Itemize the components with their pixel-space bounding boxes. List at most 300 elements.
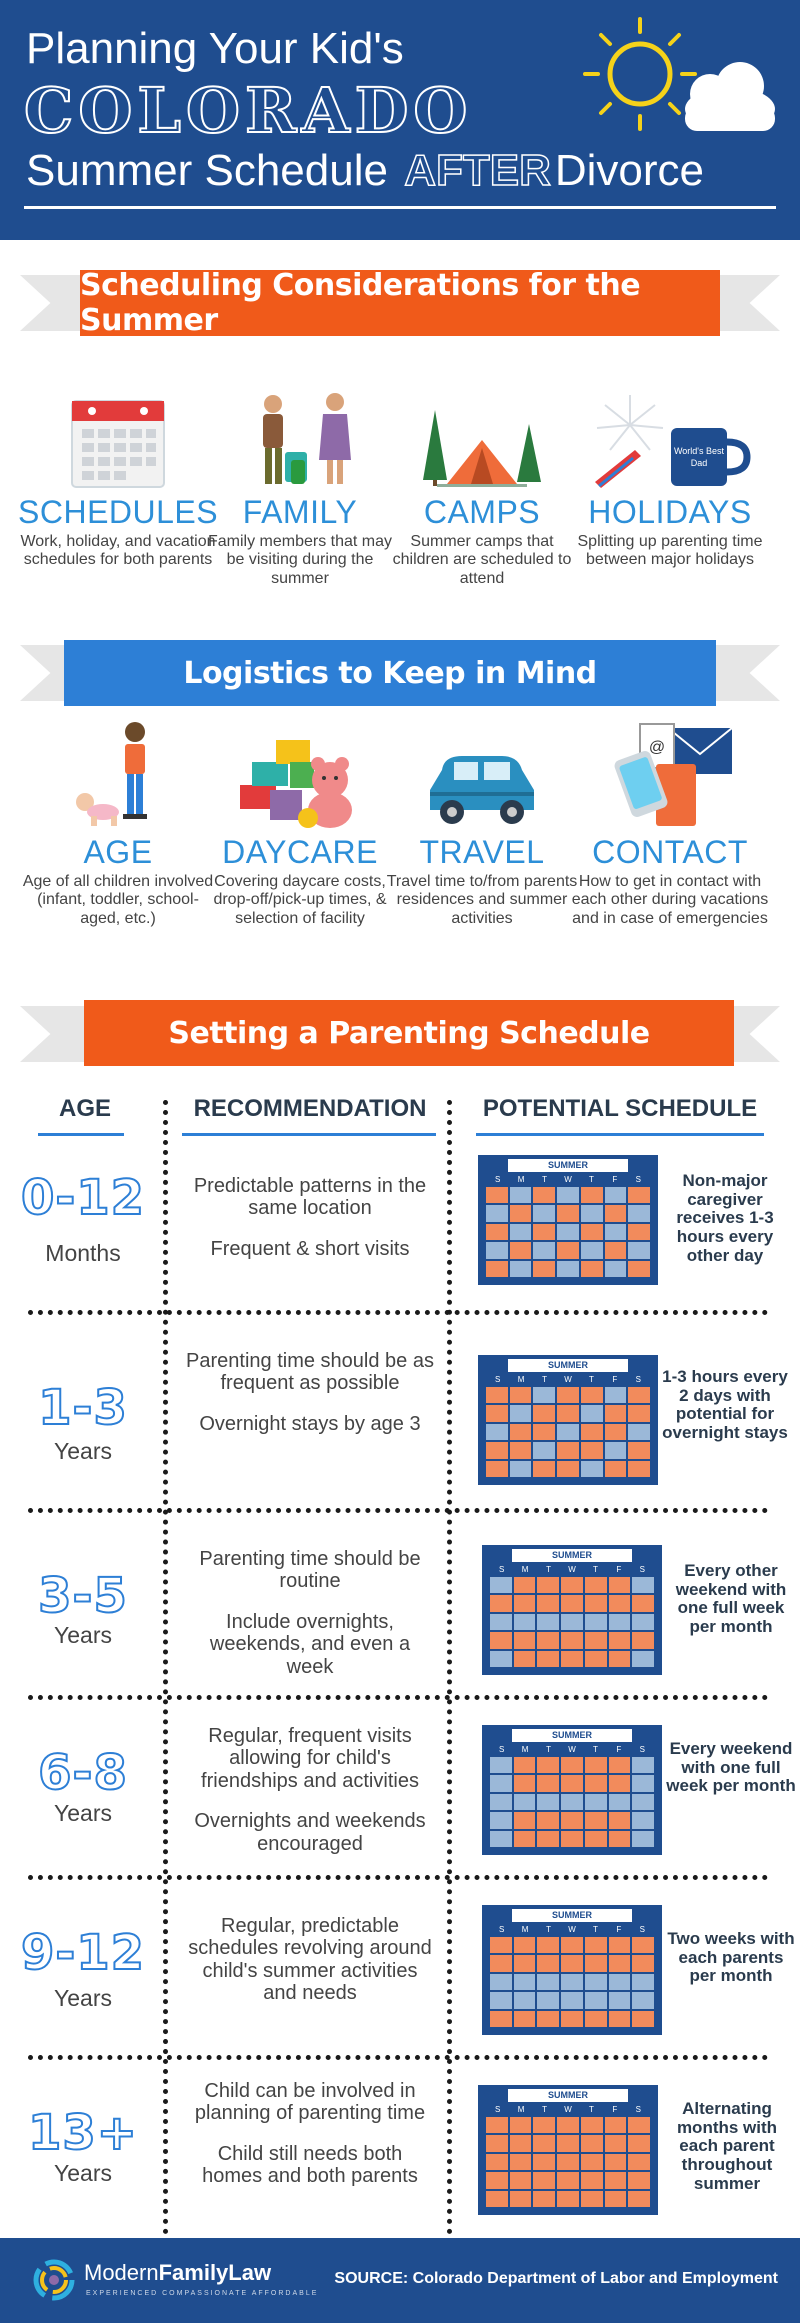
calendar-day <box>628 1261 650 1277</box>
title-divorce: Divorce <box>554 146 704 195</box>
calendar-day <box>486 1242 508 1258</box>
calendar-day <box>533 2117 555 2133</box>
calendar-day <box>585 1577 607 1593</box>
calendar-day <box>533 2135 555 2151</box>
calendar-day <box>557 1187 579 1203</box>
mug-text: World's Best <box>673 446 725 456</box>
calendar-day <box>537 2011 559 2027</box>
card-desc: Covering daycare costs, drop-off/pick-up times, & selection of facility <box>213 873 387 927</box>
phone-mail-icon <box>570 720 770 830</box>
calendar-day <box>605 1187 627 1203</box>
calendar-day <box>557 2172 579 2188</box>
calendar-day <box>514 1651 536 1667</box>
calendar-title: SUMMER <box>508 1359 628 1372</box>
calendar-day <box>628 2172 650 2188</box>
calendar-day <box>533 1242 555 1258</box>
calendar-day <box>585 2011 607 2027</box>
calendar-day <box>581 1461 603 1477</box>
calendar-weekdays: S M T W T F S <box>499 1565 645 1574</box>
recommendation-text: Frequent & short visits <box>210 1237 410 1260</box>
calendar-day <box>581 1387 603 1403</box>
card-desc: Travel time to/from parents residences and summer activities <box>386 873 578 927</box>
card-title: DAYCARE <box>222 834 378 870</box>
calendar-day <box>557 2117 579 2133</box>
calendar-day <box>533 1424 555 1440</box>
calendar-day <box>533 1205 555 1221</box>
calendar-day <box>609 1831 631 1847</box>
calendar-day <box>490 1794 512 1810</box>
age-value: 1-3 <box>38 1380 128 1436</box>
calendar-day <box>585 1992 607 2008</box>
calendar-day <box>510 1224 532 1240</box>
age-unit: Years <box>54 1438 112 1464</box>
calendar-day <box>490 1651 512 1667</box>
calendar-day <box>510 1461 532 1477</box>
calendar-day <box>561 2011 583 2027</box>
calendar-day <box>628 1387 650 1403</box>
calendar-day <box>632 1775 654 1791</box>
calendar-weekdays: S M T W T F S <box>495 2105 641 2114</box>
schedule-text: 1-3 hours every 2 days with potential for overnight stays <box>662 1367 788 1443</box>
age-unit: Years <box>54 2160 112 2186</box>
calendar-grid <box>490 1577 654 1667</box>
calendar-day <box>605 1242 627 1258</box>
calendar-day <box>514 1632 536 1648</box>
recommendation-text: Parenting time should be as frequent as possible <box>186 1350 434 1395</box>
calendar-day <box>537 1831 559 1847</box>
age-value: 3-5 <box>38 1568 128 1624</box>
calendar-day <box>510 2117 532 2133</box>
recommendation <box>185 2080 435 2188</box>
tent-icon <box>382 380 582 490</box>
calendar-grid <box>486 1187 650 1277</box>
summer-calendar <box>478 1155 658 1285</box>
calendar-day <box>557 1424 579 1440</box>
schedule-text: Non-major caregiver receives 1-3 hours every other day <box>676 1171 774 1265</box>
calendar-day <box>632 1955 654 1971</box>
calendar-day <box>632 1831 654 1847</box>
calendar-day <box>514 1794 536 1810</box>
calendar-day <box>486 1205 508 1221</box>
calendar-day <box>490 1757 512 1773</box>
card-title: HOLIDAYS <box>588 494 752 530</box>
calendar-day <box>581 1242 603 1258</box>
calendar-day <box>632 1992 654 2008</box>
calendar-day <box>490 1937 512 1953</box>
calendar-day <box>605 2191 627 2207</box>
card-title: AGE <box>83 834 153 870</box>
calendar-day <box>561 1775 583 1791</box>
calendar-day <box>609 1992 631 2008</box>
recommendation-text: Regular, predictable schedules revolving around child's summer activities and needs <box>188 1915 432 2005</box>
recommendation-text: Include overnights, weekends, and even a week <box>209 1610 411 1678</box>
calendar-day <box>533 2154 555 2170</box>
card-title: TRAVEL <box>419 834 545 870</box>
calendar-day <box>537 1812 559 1828</box>
column-underline <box>182 1133 436 1136</box>
calendar-day <box>490 1577 512 1593</box>
calendar-day <box>561 1812 583 1828</box>
title-after: AFTER <box>404 146 551 195</box>
card-holidays <box>570 380 770 570</box>
calendar-day <box>605 2172 627 2188</box>
calendar-day <box>628 1424 650 1440</box>
row-divider <box>28 2055 768 2060</box>
calendar-day <box>561 1757 583 1773</box>
calendar-day <box>561 1992 583 2008</box>
calendar-day <box>632 1577 654 1593</box>
recommendation-text: Parenting time should be routine <box>199 1548 421 1593</box>
calendar-day <box>557 2191 579 2207</box>
calendar-weekdays: S M T W T F S <box>499 1745 645 1754</box>
calendar-day <box>510 1242 532 1258</box>
column-underline <box>38 1133 124 1136</box>
calendar-day <box>581 1224 603 1240</box>
calendar-day <box>486 2154 508 2170</box>
title-line-3 <box>26 146 704 196</box>
calendar-day <box>537 1955 559 1971</box>
calendar-day <box>632 2011 654 2027</box>
card-desc: Family members that may be visiting during the summer <box>207 533 393 587</box>
calendar-day <box>581 2154 603 2170</box>
calendar-day <box>537 1974 559 1990</box>
calendar-day <box>490 1974 512 1990</box>
calendar-day <box>561 1595 583 1611</box>
calendar-day <box>561 1632 583 1648</box>
calendar-day <box>561 1831 583 1847</box>
calendar-day <box>557 1242 579 1258</box>
calendar-day <box>609 1775 631 1791</box>
calendar-day <box>510 1261 532 1277</box>
card-travel <box>382 720 582 928</box>
calendar-day <box>490 1614 512 1630</box>
calendar-day <box>581 2117 603 2133</box>
calendar-day <box>557 1461 579 1477</box>
calendar-day <box>561 1937 583 1953</box>
calendar-day <box>609 1794 631 1810</box>
calendar-grid <box>490 1937 654 2027</box>
column-age: AGE <box>58 1095 111 1122</box>
calendar-day <box>533 2191 555 2207</box>
column-divider <box>447 1100 452 2235</box>
calendar-grid <box>490 1757 654 1847</box>
card-contact <box>570 720 770 928</box>
card-age <box>18 720 218 928</box>
calendar-day <box>537 1651 559 1667</box>
calendar-day <box>537 1794 559 1810</box>
calendar-day <box>632 1632 654 1648</box>
calendar-title: SUMMER <box>512 1729 632 1742</box>
calendar-day <box>581 2135 603 2151</box>
calendar-title: SUMMER <box>508 2089 628 2102</box>
age-unit: Years <box>54 1985 112 2011</box>
calendar-day <box>486 1387 508 1403</box>
calendar-day <box>581 1187 603 1203</box>
calendar-day <box>514 1992 536 2008</box>
calendar-day <box>533 1442 555 1458</box>
calendar-day <box>628 1405 650 1421</box>
calendar-day <box>537 1614 559 1630</box>
calendar-day <box>533 1261 555 1277</box>
calendar-day <box>486 2191 508 2207</box>
calendar-day <box>605 2154 627 2170</box>
calendar-day <box>510 2172 532 2188</box>
grandparents-icon <box>200 380 400 490</box>
calendar-day <box>490 1992 512 2008</box>
calendar-day <box>537 1992 559 2008</box>
card-desc: Summer camps that children are scheduled to attend <box>392 533 572 587</box>
calendar-weekdays: S M T W T F S <box>499 1925 645 1934</box>
calendar-day <box>490 1595 512 1611</box>
calendar-day <box>632 1614 654 1630</box>
calendar-day <box>510 2135 532 2151</box>
recommendation <box>185 1175 435 1260</box>
calendar-day <box>585 1614 607 1630</box>
calendar-day <box>605 1405 627 1421</box>
calendar-day <box>533 1405 555 1421</box>
calendar-day <box>628 1242 650 1258</box>
calendar-day <box>632 1794 654 1810</box>
calendar-day <box>486 2135 508 2151</box>
calendar-day <box>510 1405 532 1421</box>
calendar-day <box>490 1812 512 1828</box>
calendar-weekdays: S M T W T F S <box>495 1175 641 1184</box>
footer <box>0 2238 800 2323</box>
calendar-day <box>628 1187 650 1203</box>
svg-text:@: @ <box>648 739 666 756</box>
calendar-day <box>628 1205 650 1221</box>
age-value: 6-8 <box>38 1745 128 1801</box>
calendar-day <box>632 1757 654 1773</box>
calendar-day <box>605 1461 627 1477</box>
calendar-day <box>561 1614 583 1630</box>
calendar-day <box>585 1794 607 1810</box>
fireworks-mug-icon <box>570 380 770 490</box>
calendar-day <box>581 2172 603 2188</box>
calendar-day <box>561 1794 583 1810</box>
schedule-text: Every weekend with one full week per month <box>666 1739 796 1796</box>
card-title: CAMPS <box>423 494 541 530</box>
calendar-day <box>490 1775 512 1791</box>
calendar-day <box>585 1651 607 1667</box>
calendar-day <box>609 1651 631 1667</box>
calendar-day <box>605 1224 627 1240</box>
calendar-day <box>557 2135 579 2151</box>
calendar-day <box>486 1405 508 1421</box>
calendar-day <box>486 1461 508 1477</box>
calendar-title: SUMMER <box>512 1549 632 1562</box>
calendar-day <box>585 1831 607 1847</box>
card-family <box>200 380 400 588</box>
card-title: SCHEDULES <box>18 494 219 530</box>
calendar-day <box>585 1595 607 1611</box>
summer-calendar <box>482 1905 662 2035</box>
calendar-day <box>609 1974 631 1990</box>
calendar-grid <box>486 2117 650 2207</box>
calendar-day <box>605 2117 627 2133</box>
calendar-day <box>609 1577 631 1593</box>
calendar-day <box>581 1261 603 1277</box>
calendar-day <box>514 1937 536 1953</box>
calendar-day <box>605 1205 627 1221</box>
calendar-day <box>605 1424 627 1440</box>
section1-banner: Scheduling Considerations for the Summer <box>80 270 720 336</box>
calendar-day <box>510 2154 532 2170</box>
calendar-day <box>557 1442 579 1458</box>
mug-text-2: Dad <box>690 458 708 468</box>
calendar-day <box>557 2154 579 2170</box>
calendar-day <box>609 1595 631 1611</box>
logo[interactable] <box>84 2260 271 2286</box>
calendar-day <box>537 1577 559 1593</box>
toys-icon <box>200 720 400 830</box>
calendar-day <box>628 1224 650 1240</box>
calendar-day <box>514 1775 536 1791</box>
calendar-day <box>561 1577 583 1593</box>
age-value: 9-12 <box>20 1925 146 1981</box>
header <box>0 0 800 240</box>
calendar-day <box>490 1955 512 1971</box>
recommendation-text: Regular, frequent visits allowing for child's friendships and activities <box>201 1725 419 1792</box>
age-unit: Months <box>45 1240 121 1266</box>
calendar-day <box>510 1387 532 1403</box>
card-desc: Splitting up parenting time between major holidays <box>577 533 763 569</box>
calendar-day <box>514 1757 536 1773</box>
calendar-day <box>486 2172 508 2188</box>
summer-calendar <box>482 1725 662 1855</box>
recommendation-text: Overnight stays by age 3 <box>199 1412 421 1435</box>
calendar-day <box>533 1387 555 1403</box>
card-daycare <box>200 720 400 928</box>
calendar-day <box>585 1955 607 1971</box>
calendar-day <box>510 1205 532 1221</box>
calendar-day <box>585 1812 607 1828</box>
schedule-text: Every other weekend with one full week per month <box>675 1561 787 1637</box>
column-underline <box>476 1133 764 1136</box>
card-schedules <box>18 380 218 570</box>
calendar-day <box>537 1775 559 1791</box>
card-desc: Age of all children involved (infant, toddler, school-aged, etc.) <box>22 873 214 927</box>
calendar-day <box>628 1442 650 1458</box>
calendar-day <box>514 1831 536 1847</box>
calendar-day <box>605 1387 627 1403</box>
calendar-day <box>609 1955 631 1971</box>
calendar-day <box>557 1261 579 1277</box>
column-schedule: POTENTIAL SCHEDULE <box>482 1095 758 1122</box>
calendar-day <box>557 1387 579 1403</box>
calendar-day <box>585 1632 607 1648</box>
title-summer-schedule: Summer Schedule <box>26 146 388 195</box>
card-title: CONTACT <box>592 834 748 870</box>
calendar-day <box>605 1442 627 1458</box>
recommendation-text: Child can be involved in planning of parenting time <box>194 2080 426 2125</box>
calendar-day <box>514 2011 536 2027</box>
calendar-title: SUMMER <box>508 1159 628 1172</box>
calendar-day <box>609 2011 631 2027</box>
recommendation <box>185 1350 435 1435</box>
calendar-day <box>561 1651 583 1667</box>
header-rule <box>24 206 776 209</box>
calendar-day <box>628 2154 650 2170</box>
calendar-day <box>585 1775 607 1791</box>
calendar-weekdays: S M T W T F S <box>495 1375 641 1384</box>
card-desc: Work, holiday, and vacation schedules for both parents <box>20 533 216 569</box>
calendar-icon <box>18 380 218 490</box>
calendar-day <box>609 1757 631 1773</box>
age-value: 0-12 <box>20 1170 146 1226</box>
recommendation-text: Predictable patterns in the same location <box>193 1175 427 1220</box>
sun-cloud-icon <box>580 14 780 144</box>
calendar-day <box>605 2135 627 2151</box>
calendar-day <box>561 1974 583 1990</box>
calendar-day <box>514 1974 536 1990</box>
row-divider <box>28 1875 768 1880</box>
calendar-day <box>632 1812 654 1828</box>
schedule-text: Alternating months with each parent throughout summer <box>676 2099 778 2193</box>
calendar-day <box>585 1757 607 1773</box>
recommendation-text: Overnights and weekends encouraged <box>194 1810 426 1855</box>
summer-calendar <box>478 1355 658 1485</box>
logo-text-familylaw: FamilyLaw <box>158 2260 272 2285</box>
summer-calendar <box>478 2085 658 2215</box>
logo-ring-icon <box>30 2256 78 2304</box>
recommendation <box>185 1725 435 1855</box>
children-icon <box>18 720 218 830</box>
calendar-day <box>609 1937 631 1953</box>
calendar-day <box>628 2135 650 2151</box>
title-colorado: COLORADO <box>24 74 473 147</box>
calendar-day <box>585 1937 607 1953</box>
calendar-day <box>490 1831 512 1847</box>
calendar-day <box>557 1205 579 1221</box>
calendar-day <box>632 1651 654 1667</box>
calendar-day <box>510 1424 532 1440</box>
age-unit: Years <box>54 1800 112 1826</box>
calendar-day <box>514 1577 536 1593</box>
calendar-day <box>581 1424 603 1440</box>
schedule-text: Two weeks with each parents per month <box>667 1929 795 1986</box>
recommendation <box>185 1548 435 1678</box>
recommendation-text: Child still needs both homes and both parents <box>202 2142 418 2188</box>
calendar-day <box>557 1405 579 1421</box>
recommendation <box>185 1915 435 2005</box>
calendar-day <box>585 1974 607 1990</box>
calendar-day <box>510 1187 532 1203</box>
calendar-day <box>533 1224 555 1240</box>
calendar-day <box>537 1937 559 1953</box>
source-note: SOURCE: Colorado Department of Labor and Employment <box>334 2270 778 2287</box>
calendar-title: SUMMER <box>512 1909 632 1922</box>
column-recommendation: RECOMMENDATION <box>193 1095 427 1122</box>
calendar-day <box>533 1461 555 1477</box>
card-title: FAMILY <box>242 494 358 530</box>
calendar-day <box>514 1955 536 1971</box>
calendar-day <box>486 1424 508 1440</box>
calendar-day <box>537 1632 559 1648</box>
age-unit: Years <box>54 1622 112 1648</box>
title-line-1: Planning Your Kid's <box>26 24 404 73</box>
calendar-day <box>632 1595 654 1611</box>
calendar-grid <box>486 1387 650 1477</box>
calendar-day <box>609 1812 631 1828</box>
logo-tagline: EXPERIENCED COMPASSIONATE AFFORDABLE <box>86 2290 319 2297</box>
section3-banner: Setting a Parenting Schedule <box>84 1000 734 1066</box>
calendar-day <box>537 1595 559 1611</box>
calendar-day <box>628 2117 650 2133</box>
calendar-day <box>557 1224 579 1240</box>
calendar-day <box>632 1937 654 1953</box>
column-divider <box>163 1100 168 2235</box>
